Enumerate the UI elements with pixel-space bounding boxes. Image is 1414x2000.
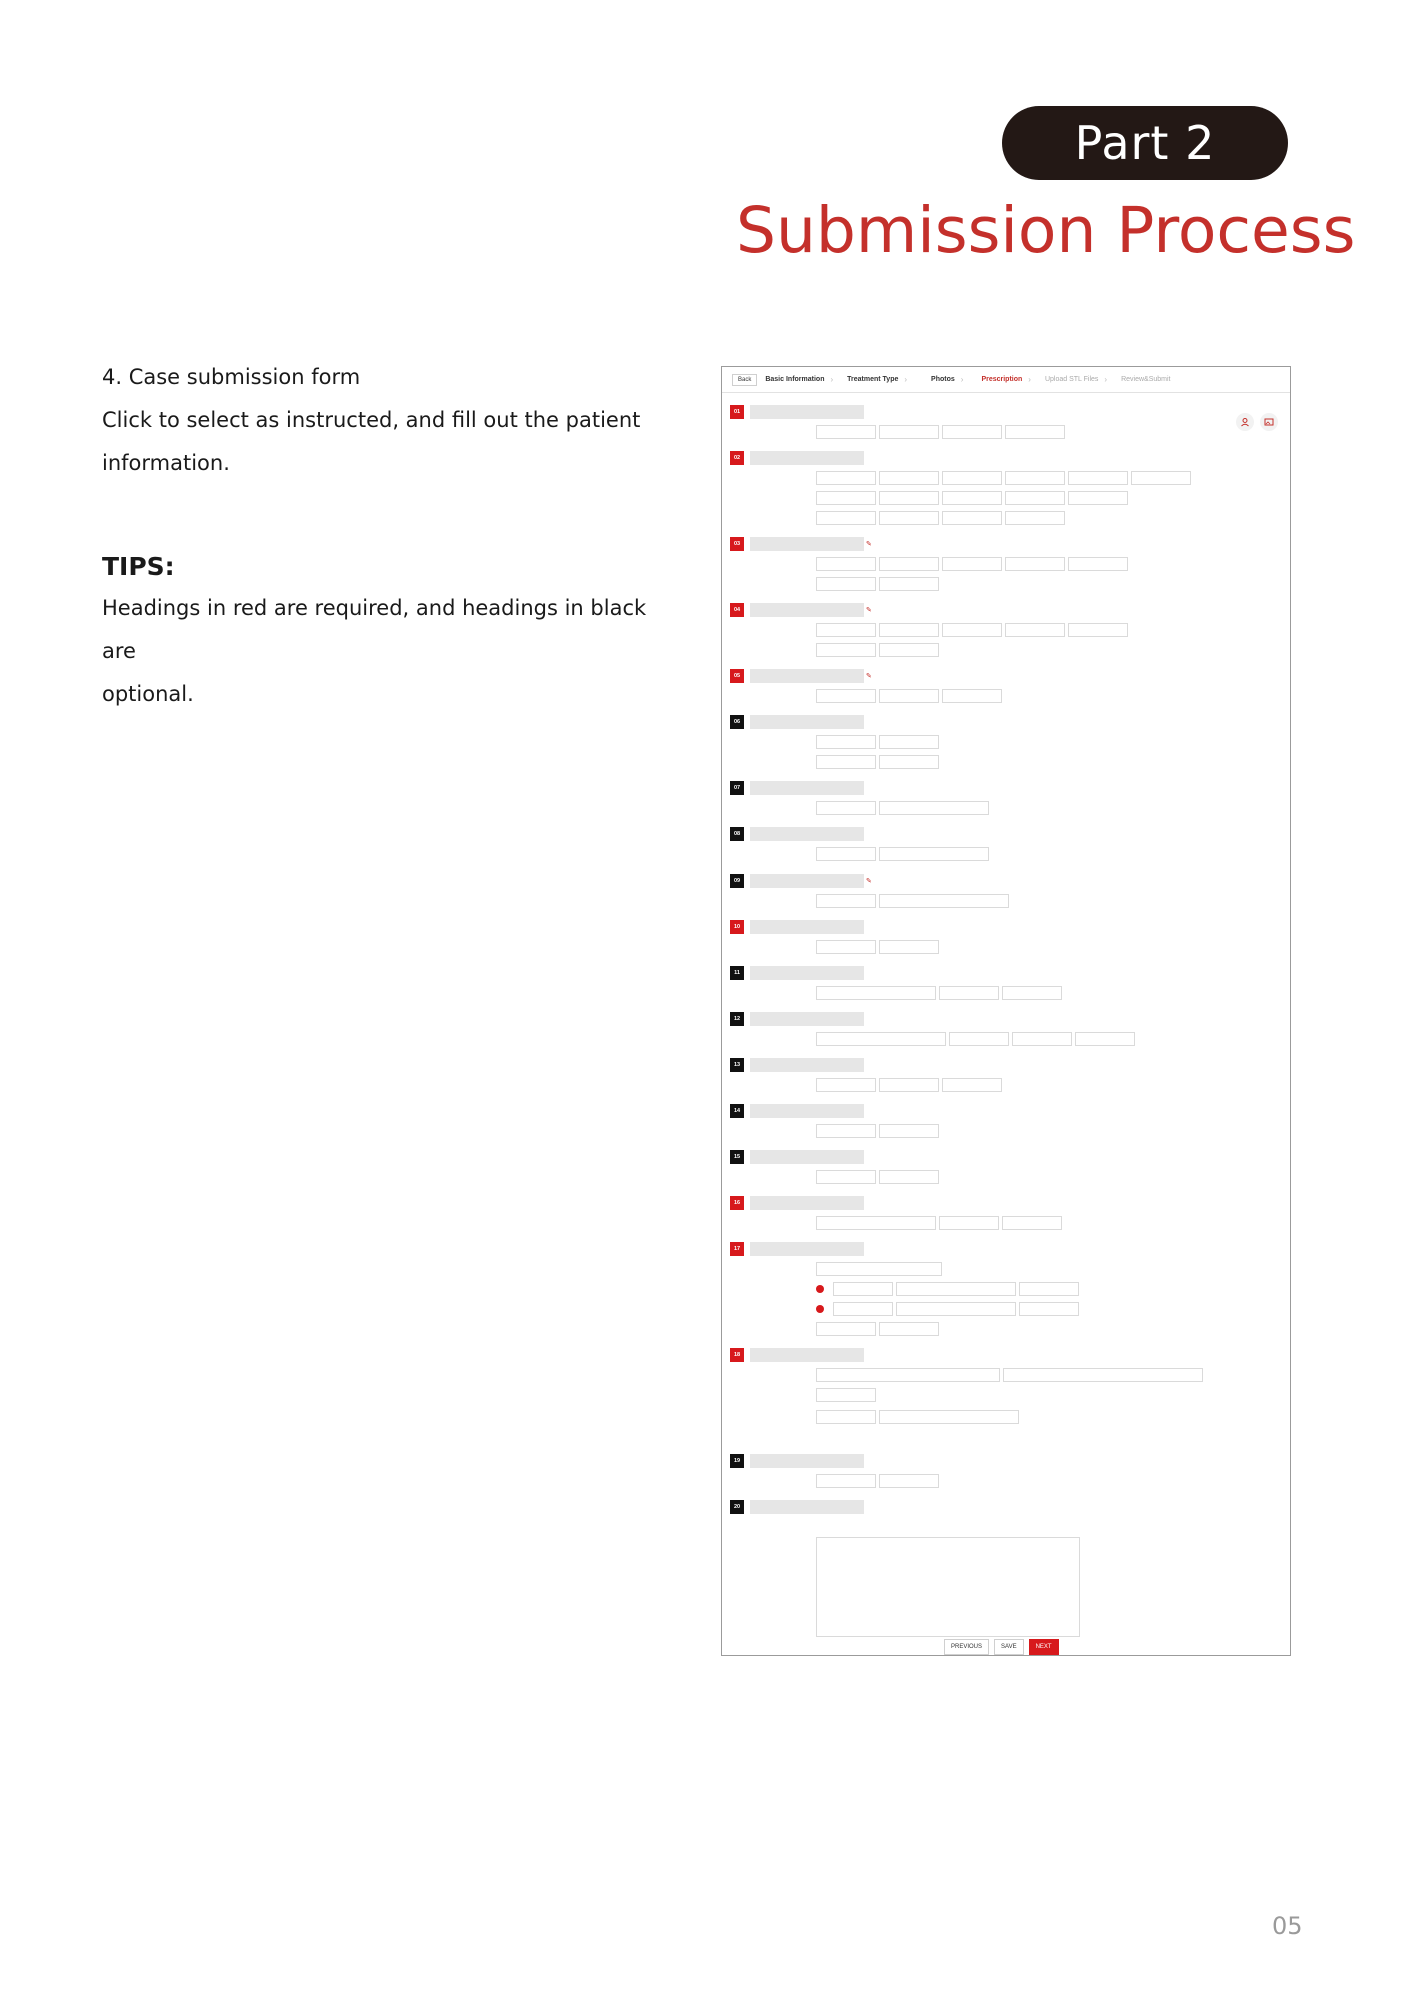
user-icon[interactable]: [1236, 413, 1254, 431]
section-05: 05 ✎: [730, 669, 1002, 703]
section-16: 16: [730, 1196, 1062, 1230]
step-bar: [722, 367, 1290, 393]
section-08: 08: [730, 827, 989, 861]
side-icons: [1236, 413, 1278, 431]
section-13: 13: [730, 1058, 1002, 1092]
section-18: 18: [730, 1348, 1203, 1424]
option-chip[interactable]: [1005, 425, 1065, 439]
part-badge: [1002, 106, 1288, 180]
step-basic-information[interactable]: Basic Information: [765, 376, 825, 383]
chevron-right-icon: ›: [960, 375, 964, 384]
chevron-right-icon: ›: [904, 375, 908, 384]
step-prescription[interactable]: Prescription: [981, 376, 1023, 383]
section-20: 20: [730, 1500, 864, 1514]
section-17: 17: [730, 1242, 1079, 1336]
option-chip[interactable]: [816, 425, 876, 439]
step-photos[interactable]: Photos: [931, 376, 955, 383]
page-title: Submission Process: [736, 194, 1356, 267]
section-19: 19: [730, 1454, 939, 1488]
part-label: Part 2: [1074, 116, 1216, 170]
form-screenshot: [721, 366, 1291, 1656]
pencil-icon[interactable]: ✎: [866, 878, 872, 885]
chevron-right-icon: ›: [1104, 375, 1108, 384]
section-label: [750, 405, 864, 419]
step-treatment-type[interactable]: Treatment Type: [847, 376, 899, 383]
section-06: 06: [730, 715, 939, 769]
save-button[interactable]: SAVE: [994, 1639, 1024, 1655]
page-number: 05: [1272, 1912, 1303, 1940]
section-07: 07: [730, 781, 989, 815]
pencil-icon[interactable]: ✎: [866, 541, 872, 548]
chevron-right-icon: ›: [830, 375, 834, 384]
special-notes-textarea[interactable]: [816, 1537, 1080, 1637]
tips-title: TIPS:: [102, 552, 175, 581]
instructions: [102, 356, 682, 716]
required-number-badge: 02: [730, 451, 744, 465]
step-line-1: Click to select as instructed, and fill out the patient: [102, 408, 641, 432]
section-02: [730, 451, 1191, 525]
remove-icon[interactable]: [816, 1305, 824, 1313]
section-15: 15: [730, 1150, 939, 1184]
remove-icon[interactable]: [816, 1285, 824, 1293]
tips-line-1: Headings in red are required, and headings in black are: [102, 596, 647, 663]
pencil-icon[interactable]: ✎: [866, 673, 872, 680]
step-line-2: information.: [102, 451, 230, 475]
chevron-right-icon: ›: [1028, 375, 1031, 384]
required-number-badge: 01: [730, 405, 744, 419]
section-10: 10: [730, 920, 939, 954]
section-04: 04 ✎: [730, 603, 1128, 657]
step-upload-stl-files[interactable]: Upload STL Files: [1044, 376, 1099, 383]
section-03: 03 ✎: [730, 537, 1128, 591]
form-buttons: [944, 1639, 1059, 1655]
section-01: [730, 405, 1065, 439]
step-review-submit[interactable]: Review&Submit: [1121, 376, 1171, 383]
previous-button[interactable]: PREVIOUS: [944, 1639, 989, 1655]
section-11: 11: [730, 966, 1062, 1000]
tips-line-2: optional.: [102, 682, 194, 706]
image-icon[interactable]: [1260, 413, 1278, 431]
back-button[interactable]: Back: [732, 374, 757, 386]
option-chip[interactable]: [879, 425, 939, 439]
section-12: 12: [730, 1012, 1135, 1046]
section-09: 09 ✎: [730, 874, 1009, 908]
step-heading: 4. Case submission form: [102, 365, 361, 389]
option-chip[interactable]: [942, 425, 1002, 439]
section-14: 14: [730, 1104, 939, 1138]
next-button[interactable]: NEXT: [1029, 1639, 1059, 1655]
pencil-icon[interactable]: ✎: [866, 607, 872, 614]
section-label: [750, 451, 864, 465]
